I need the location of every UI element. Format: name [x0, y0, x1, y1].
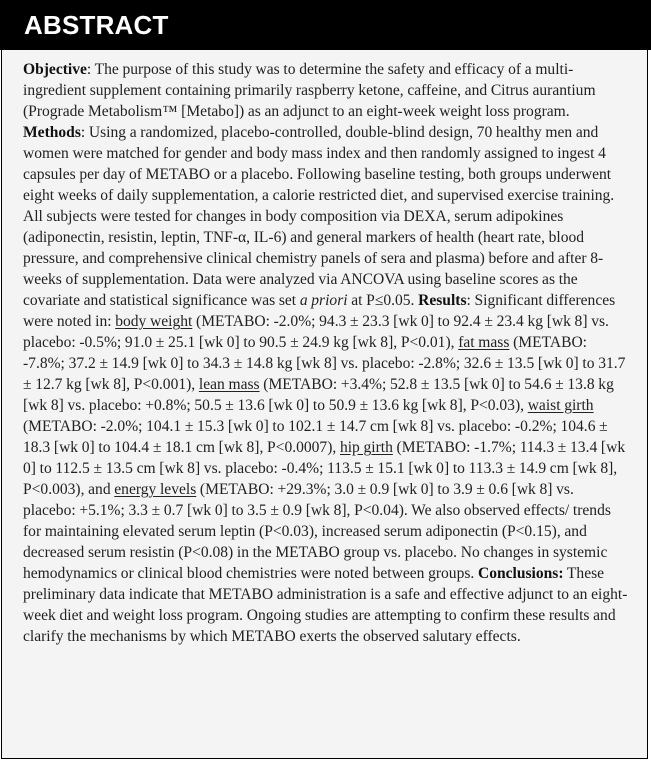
energy-levels-text: (METABO: +29.3%; 3.0 ± 0.9 [wk 0] to 3.9 ± 0.6 [wk 8] vs. placebo: +5.1%; 3.3 ± 0.7 [wk 0] to 3.5 ± 0.9 [wk 8], P<0.04). We also observed effects/ trends for maintaining elevated serum leptin (P<0.03), increased serum adiponectin (P<0.15), and decreased serum resistin (P<0.08) in the METABO group vs. placebo. No changes in systemic hemodynamics or clinical blood chemistries were noted between groups. — [23, 481, 611, 582]
conclusions-text: These preliminary data indicate that METABO administration is a safe and effective adjunct to an eight-week diet and weight loss program. Ongoing studies are attempting to confirm these results and clarify the mechanisms by which METABO exerts the observed salutary effects. — [23, 565, 628, 645]
methods-tail: at P≤0.05. — [347, 292, 419, 309]
lean-mass-term: lean mass — [198, 376, 260, 393]
lean-mass-text: (METABO: +3.4%; 52.8 ± 13.5 [wk 0] to 54.6 ± 13.8 kg [wk 8] vs. placebo: +0.8%; 50.5 ± 13.6 [wk 0] to 50.9 ± 13.6 kg [wk 8], P<0.03), — [23, 376, 614, 414]
a-priori-term: a priori — [299, 292, 348, 309]
objective-label: Objective — [23, 61, 87, 78]
objective-text: : The purpose of this study was to determine the safety and efficacy of a multi-ingredient supplement containing primarily raspberry ketone, caffeine, and Citrus aurantium (Prograde Metabolism™ [Metabo]) as an adjunct to an eight-week weight loss program. — [23, 61, 596, 120]
abstract-body — [23, 59, 629, 647]
methods-label: Methods — [23, 124, 81, 141]
abstract-header — [0, 0, 651, 50]
hip-girth-term: hip girth — [339, 439, 393, 456]
results-label: Results — [418, 292, 467, 309]
hip-girth-text: (METABO: -1.7%; 114.3 ± 13.4 [wk 0] to 112.5 ± 13.5 cm [wk 8] vs. placebo: -0.4%; 113.5 ± 15.1 [wk 0] to 113.3 ± 14.9 cm [wk 8], P<0.003), and — [23, 439, 626, 498]
abstract-title: ABSTRACT — [24, 10, 169, 40]
body-weight-text: (METABO: -2.0%; 94.3 ± 23.3 [wk 0] to 92.4 ± 23.4 kg [wk 8] vs. placebo: -0.5%; 91.0 ± 25.1 [wk 0] to 90.5 ± 24.9 kg [wk 8], P<0.01), — [23, 313, 609, 351]
waist-girth-term: waist girth — [527, 397, 594, 414]
waist-girth-text: (METABO: -2.0%; 104.1 ± 15.3 [wk 0] to 102.1 ± 14.7 cm [wk 8] vs. placebo: -0.2%; 104.6 ± 18.3 [wk 0] to 104.4 ± 18.1 cm [wk 8], P<0.0007), — [23, 418, 608, 456]
fat-mass-term: fat mass — [458, 334, 510, 351]
conclusions-label: Conclusions: — [477, 565, 564, 582]
energy-levels-term: energy levels — [114, 481, 197, 498]
body-weight-term: body weight — [115, 313, 193, 330]
methods-text: : Using a randomized, placebo-controlled, double-blind design, 70 healthy men and women were matched for gender and body mass index and then randomly assigned to ingest 4 capsules per day of METABO or a placebo. Following baseline testing, both groups underwent eight weeks of daily supplementation, a calorie restricted diet, and supervised exercise training. All subjects were tested for changes in body composition via DEXA, serum adipokines (adiponectin, resistin, leptin, TNF-α, IL-6) and general markers of health (heart rate, blood pressure, and comprehensive clinical chemistry panels of sera and plasma) before and after 8-weeks of supplementation. Data were analyzed via ANCOVA using baseline scores as the covariate and statistical significance was set — [23, 124, 615, 309]
fat-mass-text: (METABO: -7.8%; 37.2 ± 14.9 [wk 0] to 34.3 ± 14.8 kg [wk 8] vs. placebo: -2.8%; 32.6 ± 13.5 [wk 0] to 31.7 ± 12.7 kg [wk 8], P<0.001), — [23, 334, 626, 393]
results-intro: : Significant differences were noted in: — [23, 292, 616, 330]
